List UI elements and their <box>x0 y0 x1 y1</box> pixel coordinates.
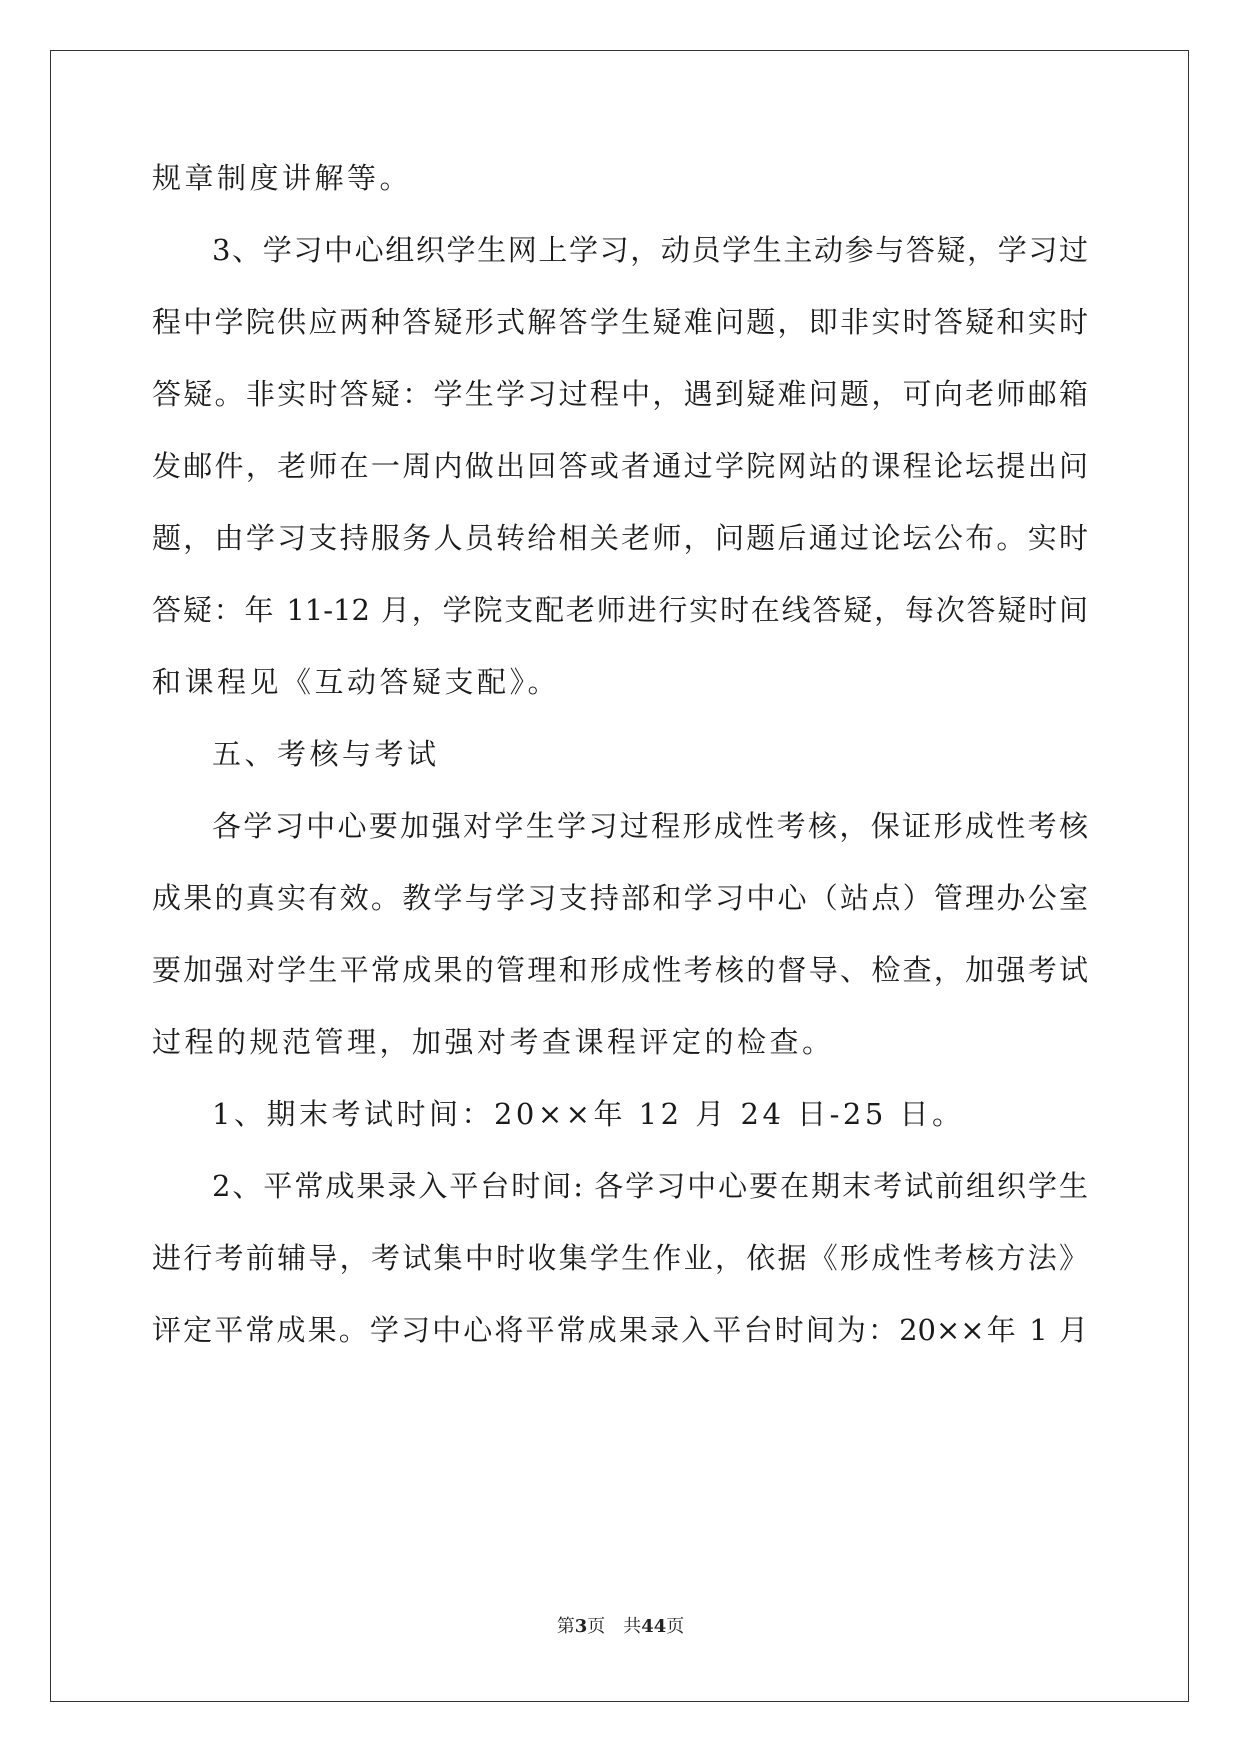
text-line: 3、学习中心组织学生网上学习，动员学生主动参与答疑，学习过 <box>212 233 1088 267</box>
text-line: 各学习中心要加强对学生学习过程形成性考核，保证形成性考核 <box>212 809 1088 843</box>
text-line: 过程的规范管理，加强对考查课程评定的检查。 <box>152 1025 835 1059</box>
page-number: 3 <box>574 1616 588 1637</box>
text-line: 进行考前辅导，考试集中时收集学生作业，依据《形成性考核方法》 <box>152 1241 1088 1275</box>
text-line: 1、期末考试时间：20××年 12 月 24 日-25 日。 <box>212 1097 965 1131</box>
total-suffix: 页 <box>666 1616 685 1637</box>
text-line: 要加强对学生平常成果的管理和形成性考核的督导、检查，加强考试 <box>152 953 1088 987</box>
page-footer <box>0 1615 1241 1639</box>
text-line: 规章制度讲解等。 <box>152 161 413 195</box>
total-pages: 44 <box>641 1616 667 1637</box>
page-border <box>50 50 1189 1702</box>
total-prefix: 共 <box>623 1616 642 1637</box>
text-line: 成果的真实有效。教学与学习支持部和学习中心（站点）管理办公室 <box>152 881 1088 915</box>
text-line: 和课程见《互动答疑支配》。 <box>152 665 561 699</box>
text-line: 程中学院供应两种答疑形式解答学生疑难问题，即非实时答疑和实时 <box>152 305 1088 339</box>
text-line: 答疑：年 11-12 月，学院支配老师进行实时在线答疑，每次答疑时间 <box>152 593 1088 627</box>
section-heading: 五、考核与考试 <box>212 737 440 771</box>
text-line: 题，由学习支持服务人员转给相关老师，问题后通过论坛公布。实时 <box>152 521 1088 555</box>
page-prefix: 第 <box>556 1616 575 1637</box>
text-line: 2、平常成果录入平台时间: 各学习中心要在期末考试前组织学生 <box>212 1169 1088 1203</box>
text-line: 评定平常成果。学习中心将平常成果录入平台时间为：20××年 1 月 <box>152 1313 1088 1347</box>
page-suffix: 页 <box>587 1616 606 1637</box>
text-line: 发邮件，老师在一周内做出回答或者通过学院网站的课程论坛提出问 <box>152 449 1088 483</box>
text-line: 答疑。非实时答疑：学生学习过程中，遇到疑难问题，可向老师邮箱 <box>152 377 1088 411</box>
